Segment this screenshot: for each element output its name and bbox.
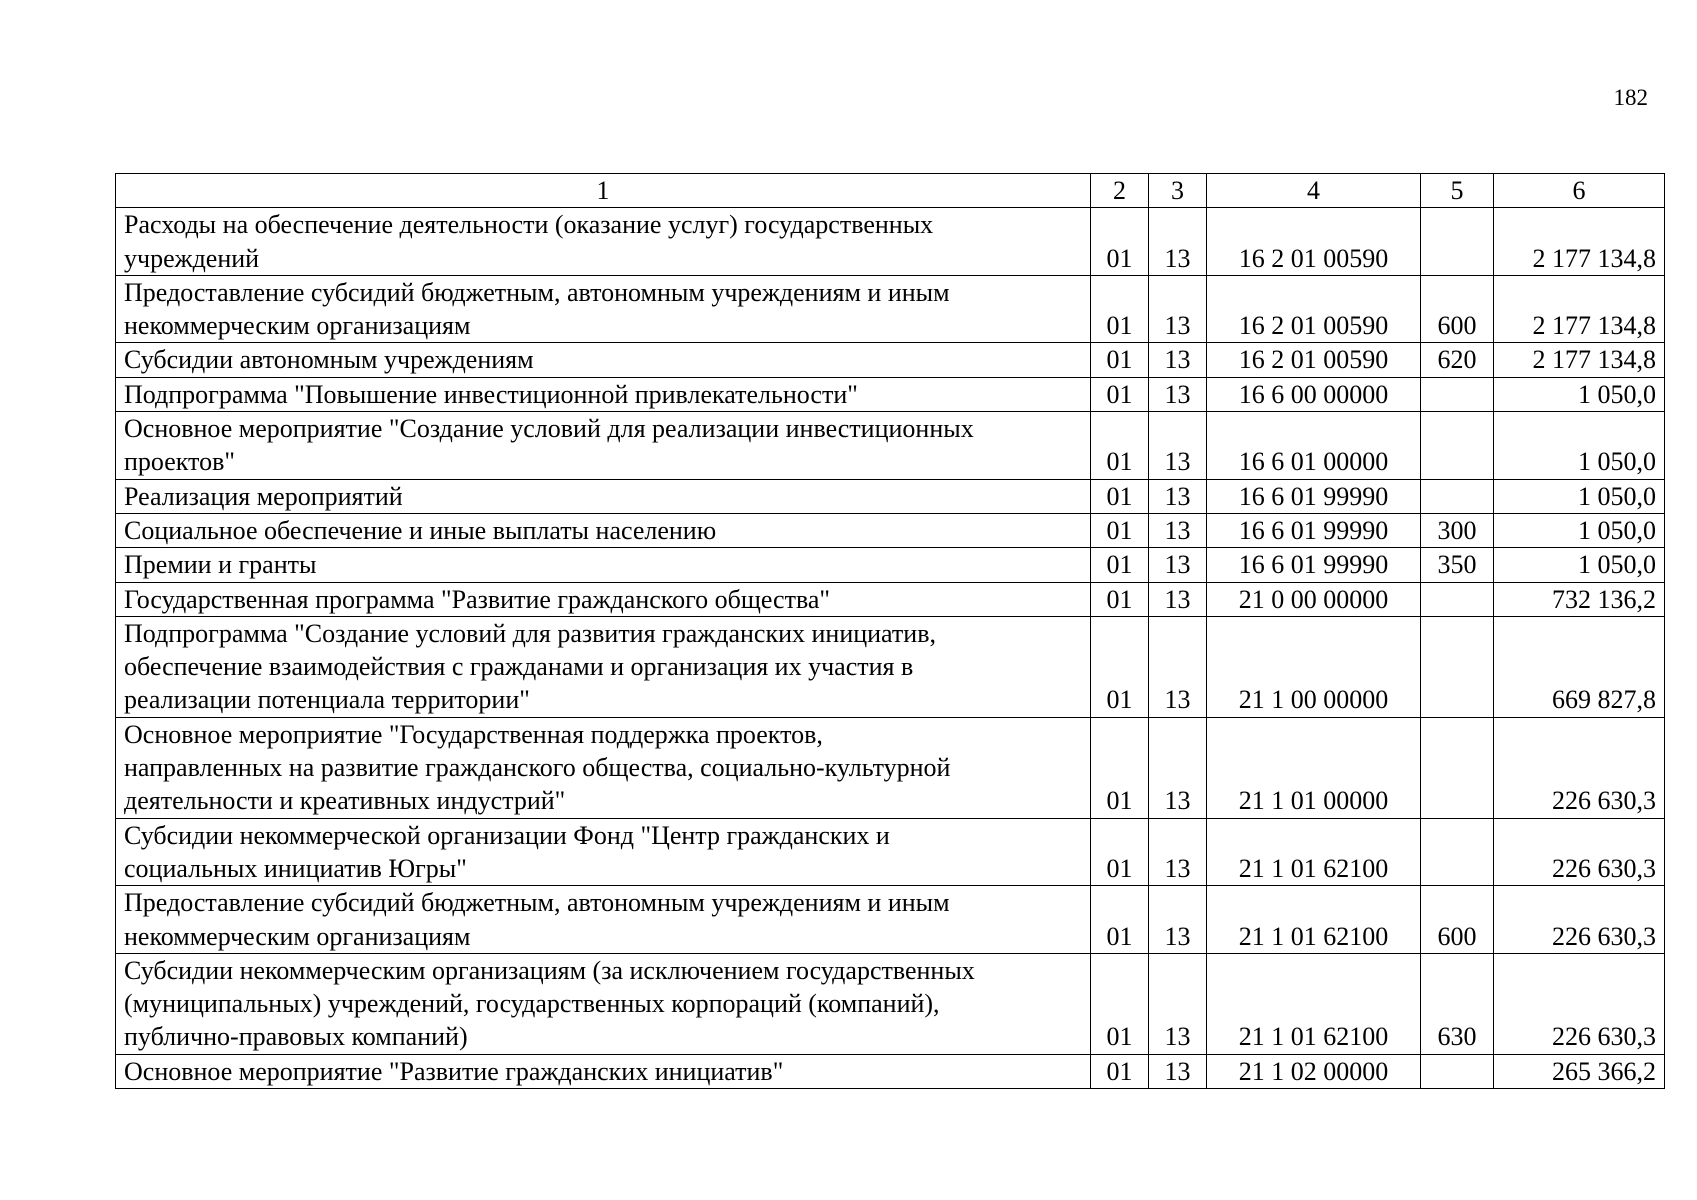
expense-type-cell	[1421, 412, 1494, 480]
table-row	[116, 582, 1665, 616]
subsection-cell: 13	[1149, 886, 1207, 954]
subsection-cell: 13	[1149, 412, 1207, 480]
table-row	[116, 886, 1665, 954]
target-article-cell: 21 1 00 00000	[1207, 616, 1421, 717]
table-row	[116, 412, 1665, 480]
row-name-line: публично-правовых компаний)	[124, 1022, 468, 1052]
target-article-cell: 21 1 01 62100	[1207, 818, 1421, 886]
row-name-line: (муниципальных) учреждений, государственных корпораций (компаний),	[124, 989, 940, 1019]
section-cell: 01	[1091, 479, 1149, 513]
section-cell: 01	[1091, 818, 1149, 886]
subsection-cell: 13	[1149, 513, 1207, 547]
expense-type-cell	[1421, 717, 1494, 818]
amount-cell: 2 177 134,8	[1494, 208, 1665, 276]
amount-cell: 732 136,2	[1494, 582, 1665, 616]
target-article-cell: 16 6 01 00000	[1207, 412, 1421, 480]
table-row	[116, 377, 1665, 411]
subsection-cell: 13	[1149, 953, 1207, 1054]
budget-table	[115, 173, 1665, 1089]
section-cell: 01	[1091, 343, 1149, 377]
row-name-cell	[116, 886, 1091, 954]
row-name-cell	[116, 412, 1091, 480]
target-article-cell: 21 1 02 00000	[1207, 1054, 1421, 1088]
amount-cell: 226 630,3	[1494, 886, 1665, 954]
row-name-line: социальных инициатив Югры"	[124, 853, 467, 883]
amount-cell: 2 177 134,8	[1494, 343, 1665, 377]
target-article-cell: 16 6 01 99990	[1207, 513, 1421, 547]
expense-type-cell	[1421, 616, 1494, 717]
header-col-6: 6	[1494, 174, 1665, 208]
row-name-cell	[116, 1054, 1091, 1088]
amount-cell: 669 827,8	[1494, 616, 1665, 717]
row-name-line: Основное мероприятие "Развитие гражданских инициатив"	[124, 1056, 784, 1086]
subsection-cell: 13	[1149, 1054, 1207, 1088]
expense-type-cell: 300	[1421, 513, 1494, 547]
row-name-line: Реализация мероприятий	[124, 481, 403, 511]
expense-type-cell	[1421, 208, 1494, 276]
subsection-cell: 13	[1149, 582, 1207, 616]
row-name-line: Предоставление субсидий бюджетным, автономным учреждениям и иным	[124, 888, 950, 918]
row-name-line: Премии и гранты	[124, 550, 317, 580]
amount-cell: 1 050,0	[1494, 548, 1665, 582]
budget-table-body	[116, 174, 1665, 1089]
row-name-line: Подпрограмма "Создание условий для развития гражданских инициатив,	[124, 618, 936, 648]
amount-cell: 226 630,3	[1494, 818, 1665, 886]
subsection-cell: 13	[1149, 208, 1207, 276]
header-col-1: 1	[116, 174, 1091, 208]
section-cell: 01	[1091, 616, 1149, 717]
expense-type-cell	[1421, 1054, 1494, 1088]
section-cell: 01	[1091, 582, 1149, 616]
table-row	[116, 616, 1665, 717]
row-name-cell	[116, 818, 1091, 886]
row-name-line: обеспечение взаимодействия с гражданами и организация их участия в	[124, 652, 914, 682]
row-name-line: Социальное обеспечение и иные выплаты населению	[124, 515, 717, 545]
table-row	[116, 1054, 1665, 1088]
section-cell: 01	[1091, 377, 1149, 411]
header-col-3: 3	[1149, 174, 1207, 208]
row-name-cell	[116, 377, 1091, 411]
row-name-cell	[116, 343, 1091, 377]
table-row	[116, 717, 1665, 818]
row-name-line: Основное мероприятие "Создание условий для реализации инвестиционных	[124, 414, 974, 444]
section-cell: 01	[1091, 886, 1149, 954]
table-row	[116, 275, 1665, 343]
table-row	[116, 479, 1665, 513]
amount-cell: 1 050,0	[1494, 479, 1665, 513]
amount-cell: 226 630,3	[1494, 717, 1665, 818]
row-name-line: Подпрограмма "Повышение инвестиционной привлекательности"	[124, 379, 858, 409]
header-col-2: 2	[1091, 174, 1149, 208]
section-cell: 01	[1091, 208, 1149, 276]
expense-type-cell	[1421, 582, 1494, 616]
subsection-cell: 13	[1149, 343, 1207, 377]
amount-cell: 265 366,2	[1494, 1054, 1665, 1088]
table-row	[116, 953, 1665, 1054]
row-name-line: Расходы на обеспечение деятельности (оказание услуг) государственных	[124, 210, 934, 240]
expense-type-cell: 600	[1421, 275, 1494, 343]
row-name-cell	[116, 953, 1091, 1054]
row-name-cell	[116, 208, 1091, 276]
expense-type-cell: 350	[1421, 548, 1494, 582]
table-row	[116, 343, 1665, 377]
table-header-row	[116, 174, 1665, 208]
section-cell: 01	[1091, 513, 1149, 547]
row-name-line: реализации потенциала территории"	[124, 685, 530, 715]
row-name-line: некоммерческим организациям	[124, 311, 471, 341]
target-article-cell: 16 6 01 99990	[1207, 548, 1421, 582]
subsection-cell: 13	[1149, 717, 1207, 818]
subsection-cell: 13	[1149, 275, 1207, 343]
amount-cell: 226 630,3	[1494, 953, 1665, 1054]
row-name-line: направленных на развитие гражданского общества, социально-культурной	[124, 753, 951, 783]
row-name-line: некоммерческим организациям	[124, 921, 471, 951]
row-name-line: проектов"	[124, 447, 235, 477]
row-name-line: Государственная программа "Развитие гражданского общества"	[124, 584, 831, 614]
target-article-cell: 21 0 00 00000	[1207, 582, 1421, 616]
row-name-cell	[116, 717, 1091, 818]
row-name-line: деятельности и креативных индустрий"	[124, 786, 566, 816]
row-name-line: Субсидии автономным учреждениям	[124, 345, 534, 375]
amount-cell: 1 050,0	[1494, 412, 1665, 480]
row-name-line: Предоставление субсидий бюджетным, автономным учреждениям и иным	[124, 277, 950, 307]
row-name-cell	[116, 548, 1091, 582]
row-name-cell	[116, 513, 1091, 547]
table-row	[116, 548, 1665, 582]
row-name-cell	[116, 275, 1091, 343]
section-cell: 01	[1091, 412, 1149, 480]
section-cell: 01	[1091, 548, 1149, 582]
target-article-cell: 21 1 01 62100	[1207, 953, 1421, 1054]
row-name-line: учреждений	[124, 243, 260, 273]
subsection-cell: 13	[1149, 818, 1207, 886]
target-article-cell: 16 2 01 00590	[1207, 208, 1421, 276]
expense-type-cell: 630	[1421, 953, 1494, 1054]
section-cell: 01	[1091, 717, 1149, 818]
amount-cell: 1 050,0	[1494, 513, 1665, 547]
table-row	[116, 513, 1665, 547]
expense-type-cell	[1421, 818, 1494, 886]
subsection-cell: 13	[1149, 616, 1207, 717]
target-article-cell: 16 6 01 99990	[1207, 479, 1421, 513]
row-name-line: Субсидии некоммерческим организациям (за исключением государственных	[124, 955, 975, 985]
row-name-cell	[116, 479, 1091, 513]
target-article-cell: 16 2 01 00590	[1207, 343, 1421, 377]
row-name-line: Основное мероприятие "Государственная поддержка проектов,	[124, 719, 823, 749]
amount-cell: 1 050,0	[1494, 377, 1665, 411]
target-article-cell: 16 6 00 00000	[1207, 377, 1421, 411]
row-name-line: Субсидии некоммерческой организации Фонд "Центр гражданских и	[124, 820, 890, 850]
expense-type-cell: 600	[1421, 886, 1494, 954]
table-row	[116, 818, 1665, 886]
expense-type-cell	[1421, 377, 1494, 411]
target-article-cell: 21 1 01 62100	[1207, 886, 1421, 954]
expense-type-cell	[1421, 479, 1494, 513]
section-cell: 01	[1091, 1054, 1149, 1088]
subsection-cell: 13	[1149, 548, 1207, 582]
table-row	[116, 208, 1665, 276]
header-col-4: 4	[1207, 174, 1421, 208]
subsection-cell: 13	[1149, 377, 1207, 411]
target-article-cell: 21 1 01 00000	[1207, 717, 1421, 818]
row-name-cell	[116, 582, 1091, 616]
row-name-cell	[116, 616, 1091, 717]
section-cell: 01	[1091, 275, 1149, 343]
section-cell: 01	[1091, 953, 1149, 1054]
header-col-5: 5	[1421, 174, 1494, 208]
page-number: 182	[1613, 85, 1648, 110]
target-article-cell: 16 2 01 00590	[1207, 275, 1421, 343]
amount-cell: 2 177 134,8	[1494, 275, 1665, 343]
expense-type-cell: 620	[1421, 343, 1494, 377]
subsection-cell: 13	[1149, 479, 1207, 513]
